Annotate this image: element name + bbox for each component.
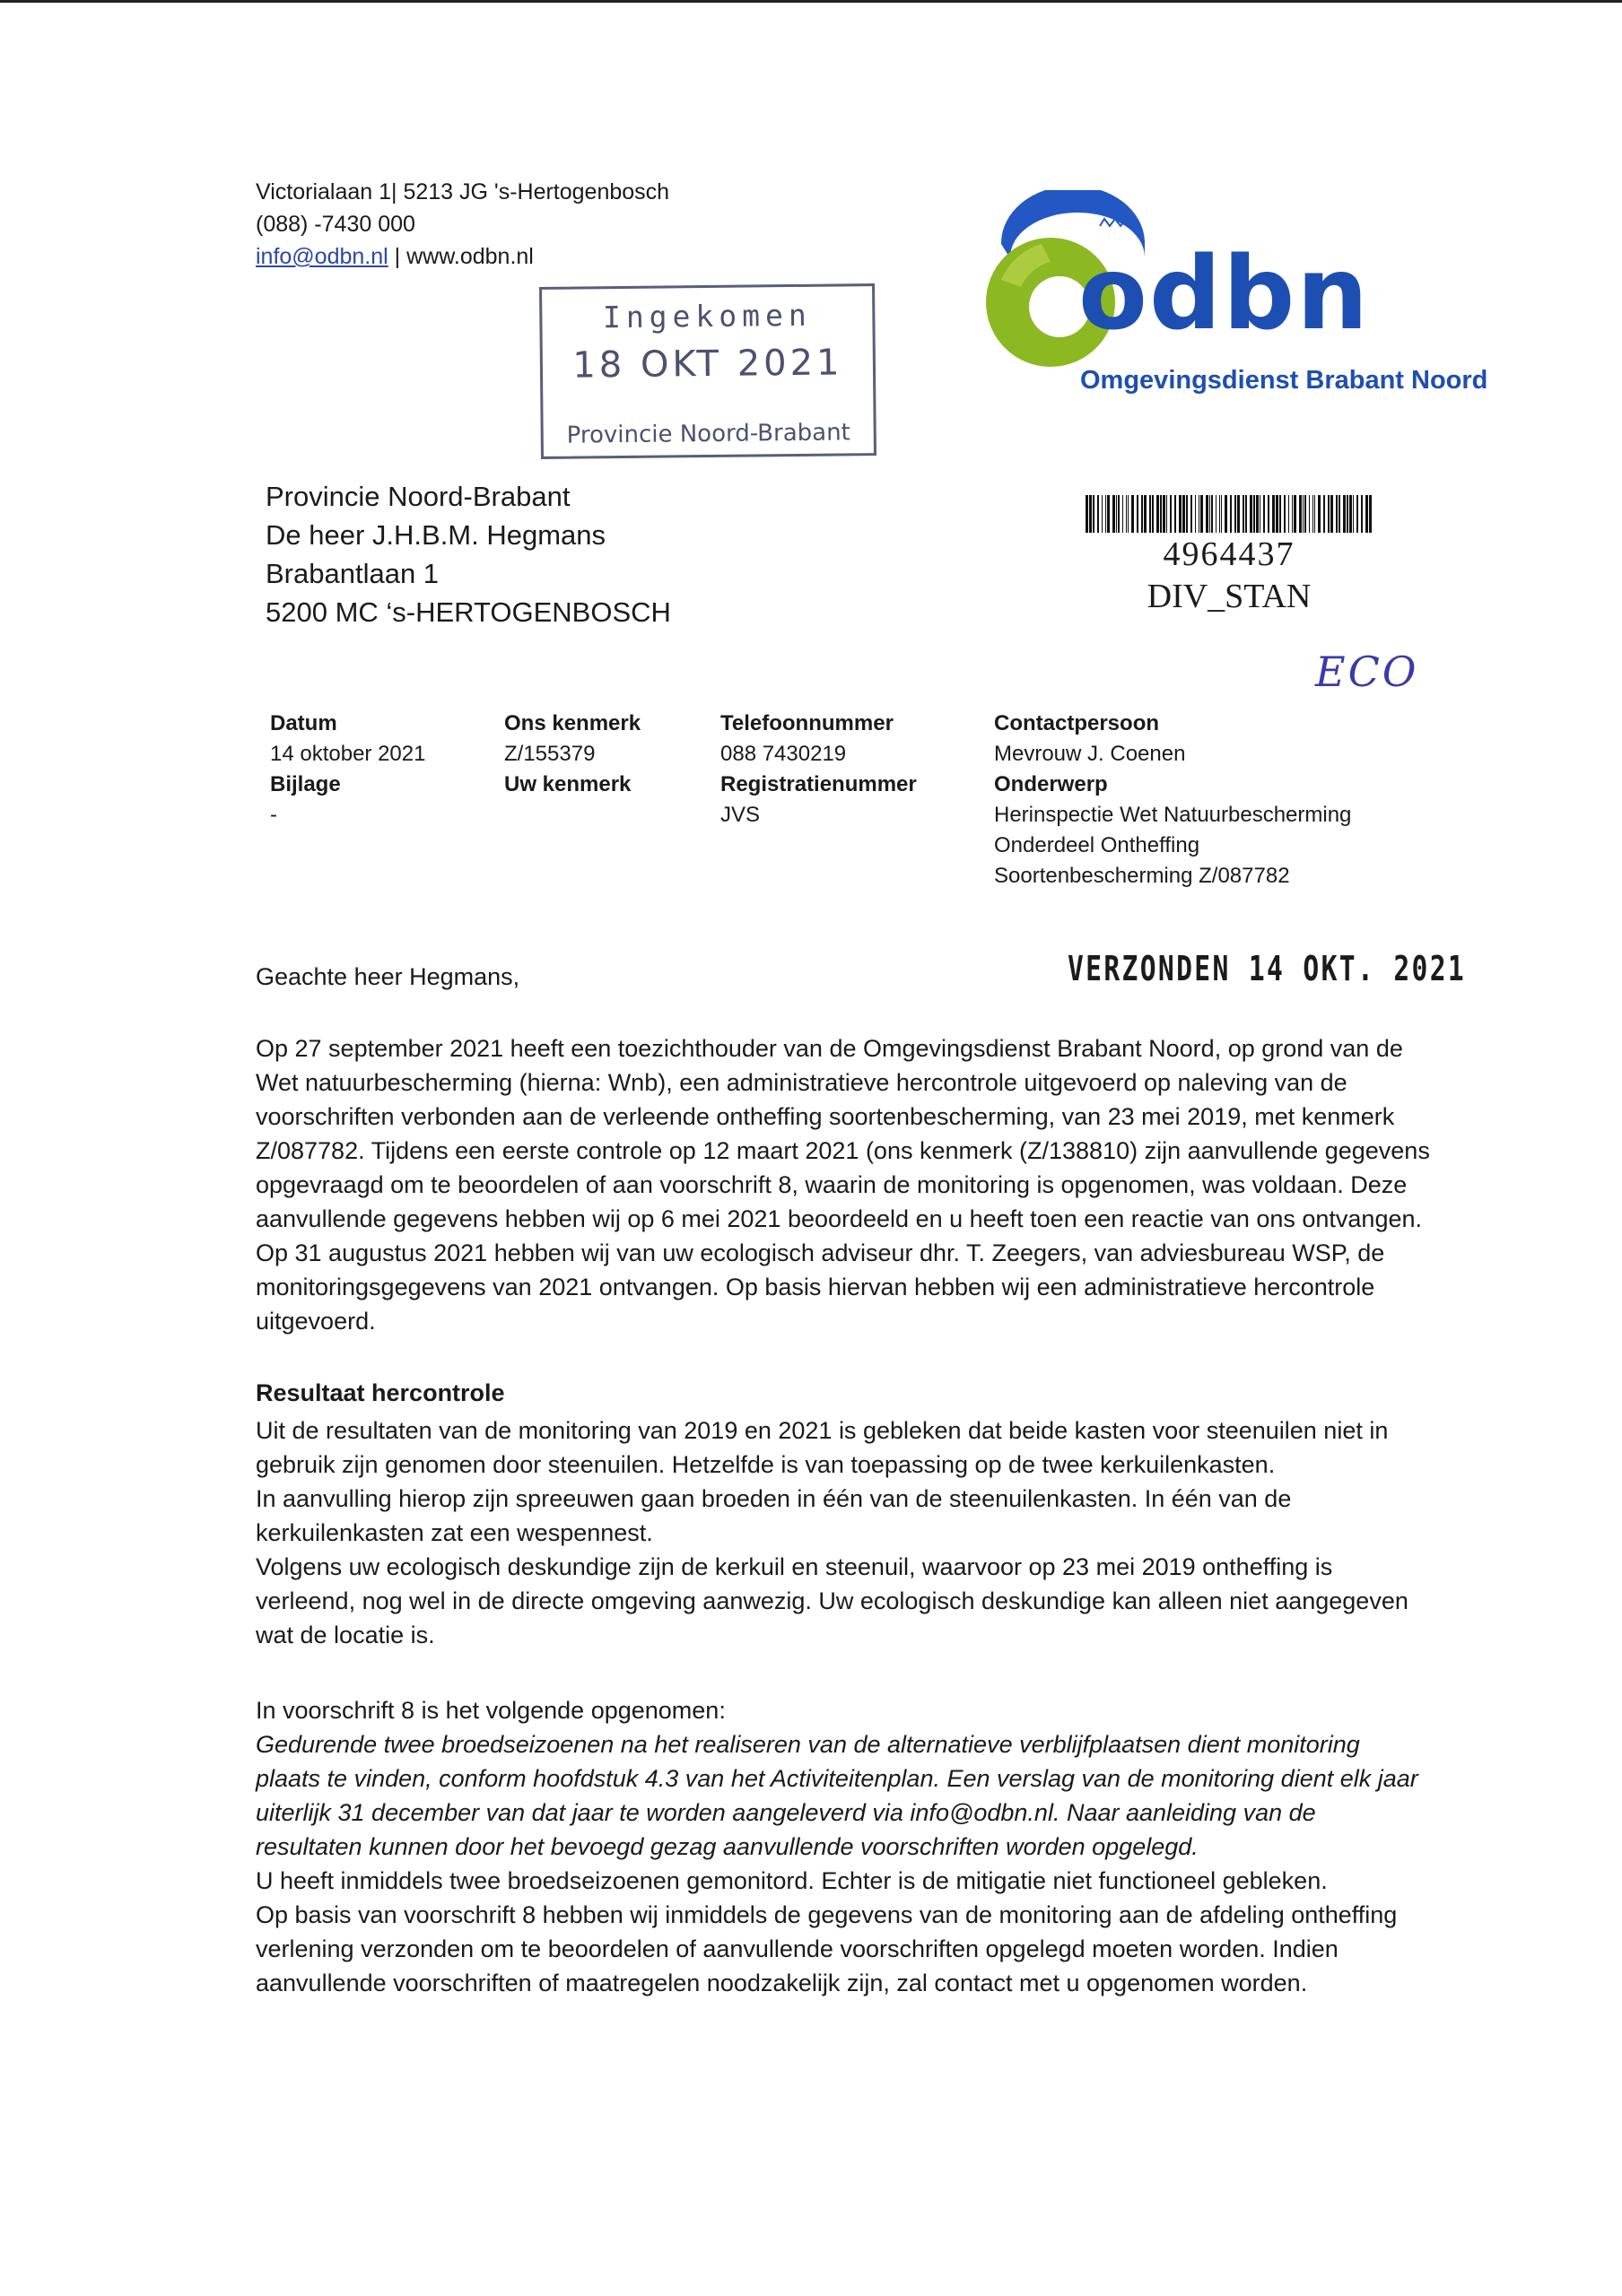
body-quote [256,1727,1530,1864]
text-line: kerkuilenkasten zat een wespennest. [256,1519,653,1546]
scan-edge-line [0,0,1622,3]
recipient-line: 5200 MC ‘s-HERTOGENBOSCH [266,596,671,628]
sender-contact-line [256,240,669,273]
onderwerp-line: Soortenbescherming Z/087782 [994,864,1290,888]
datum-label: Datum [270,711,337,735]
recipient-line: Brabantlaan 1 [266,558,440,589]
logo-wordmark: odbn [1078,236,1371,352]
text-line: U heeft inmiddels twee broedseizoenen gemonitord. Echter is de mitigatie niet functioneel gebleken. [256,1867,1328,1894]
text-line: Op 27 september 2021 heeft een toezichthouder van de Omgevingsdienst Brabant Noord, op grond van de [256,1035,1403,1062]
contact-value: Mevrouw J. Coenen [994,742,1186,766]
text-line: aanvullende voorschriften of maatregelen noodzakelijk zijn, zal contact met u opgenomen worden. [256,1970,1308,1996]
barcode [1086,495,1373,533]
text-line: uiterlijk 31 december van dat jaar te worden aangeleverd via info@odbn.nl. Naar aanleiding van de [256,1799,1316,1826]
salutation: Geachte heer Hegmans, [256,963,520,990]
ons-kenmerk-label: Ons kenmerk [504,711,641,735]
text-line: opgevraagd om te beoordelen of aan voorschrift 8, waarin de monitoring is opgenomen, was voldaan. Deze [256,1171,1408,1198]
handwritten-note: ECO [1315,648,1419,696]
info-column-reference [504,709,641,800]
ons-kenmerk-value: Z/155379 [504,742,596,766]
received-stamp-title: Ingekomen [602,297,812,335]
onderwerp-line: Onderdeel Ontheffing [994,833,1200,857]
text-line: verleend, nog wel in de directe omgeving aanwezig. Uw ecologisch deskundige kan alleen niet aangegeven [256,1587,1408,1614]
contact-label: Contactpersoon [994,711,1160,735]
bijlage-label: Bijlage [270,772,341,796]
recipient-line: Provincie Noord-Brabant [266,481,571,512]
logo-subtitle: Omgevingsdienst Brabant Noord [1080,366,1488,395]
uw-kenmerk-label: Uw kenmerk [504,772,632,796]
telefoon-value: 088 7430219 [720,742,847,766]
sender-address: Victorialaan 1| 5213 JG 's-Hertogenbosch [256,179,670,204]
onderwerp-line: Herinspectie Wet Natuurbescherming [994,803,1352,827]
text-line: verlening verzonden om te beoordelen of aanvullende voorschriften opgelegd moeten worden. Indien [256,1935,1339,1962]
registratie-value: JVS [720,803,761,827]
text-line: gebruik zijn genomen door steenuilen. Hetzelfde is van toepassing op de twee kerkuilenkasten. [256,1451,1276,1478]
text-line: Z/087782. Tijdens een eerste controle op 12 maart 2021 (ons kenmerk (Z/138810) zijn aanvullende gegevens [256,1137,1430,1164]
recipient-line: De heer J.H.B.M. Hegmans [266,519,606,551]
body-paragraph-3-intro [256,1693,1530,1727]
received-stamp-date: 18 OKT 2021 [572,342,843,387]
registratie-label: Registratienummer [720,772,917,796]
body-paragraph-4 [256,1864,1530,2000]
text-line: In aanvulling hierop zijn spreeuwen gaan broeden in één van de steenuilenkasten. In één van de [256,1485,1292,1512]
body-paragraph-2 [256,1413,1530,1652]
onderwerp-label: Onderwerp [994,772,1108,796]
telefoon-label: Telefoonnummer [720,711,894,735]
text-line: Wet natuurbescherming (hierna: Wnb), een administratieve hercontrole uitgevoerd op naleving van de [256,1069,1347,1096]
info-column-contact [994,709,1351,891]
text-line: voorschriften verbonden aan de verleende ontheffing soortenbescherming, van 23 mei 2019, met kenmerk [256,1103,1395,1130]
sender-email-link[interactable]: info@odbn.nl [256,244,388,269]
section-heading-result: Resultaat hercontrole [256,1379,505,1406]
received-stamp [539,283,876,459]
text-line: Op basis van voorschrift 8 hebben wij inmiddels de gegevens van de monitoring aan de afdeling ontheffing [256,1901,1398,1928]
text-line: Gedurende twee broedseizoenen na het realiseren van de alternatieve verblijfplaatsen dient monitoring [256,1731,1360,1758]
info-column-date [270,709,425,831]
sender-address-block [256,176,669,273]
barcode-code: DIV_STAN [1147,578,1312,615]
text-line: Volgens uw ecologisch deskundige zijn de kerkuil en steenuil, waarvoor op 23 mei 2019 ontheffing is [256,1553,1333,1580]
body-paragraph-1 [256,1031,1530,1338]
info-column-phone [720,709,917,831]
received-stamp-org: Provincie Noord-Brabant [566,419,850,449]
text-line: In voorschrift 8 is het volgende opgenomen: [256,1697,726,1724]
barcode-number: 4964437 [1163,535,1295,573]
odbn-logo [965,190,1504,405]
text-line: uitgevoerd. [256,1308,376,1335]
recipient-address-block [266,477,671,631]
text-line: plaats te vinden, conform hoofdstuk 4.3 van het Activiteitenplan. Een verslag van de monitoring dient elk jaar [256,1765,1418,1792]
sender-phone: (088) -7430 000 [256,212,415,237]
text-line: monitoringsgegevens van 2021 ontvangen. Op basis hiervan hebben wij een administratieve hercontrole [256,1274,1375,1300]
text-line: aanvullende gegevens hebben wij op 6 mei 2021 beoordeeld en u heeft toen een reactie van ons ontvangen. [256,1205,1422,1232]
sender-separator: | [388,244,407,269]
sender-website: www.odbn.nl [406,244,534,269]
text-line: resultaten kunnen door het bevoegd gezag aanvullende voorschriften worden opgelegd. [256,1833,1199,1860]
text-line: Uit de resultaten van de monitoring van 2019 en 2021 is gebleken dat beide kasten voor steenuilen niet in [256,1417,1389,1444]
text-line: Op 31 augustus 2021 hebben wij van uw ecologisch adviseur dhr. T. Zeegers, van adviesbureau WSP, de [256,1239,1385,1266]
text-line: wat de locatie is. [256,1622,435,1648]
sent-stamp: VERZONDEN 14 OKT. 2021 [1068,949,1467,988]
bijlage-value: - [270,803,277,827]
datum-value: 14 oktober 2021 [270,742,426,766]
